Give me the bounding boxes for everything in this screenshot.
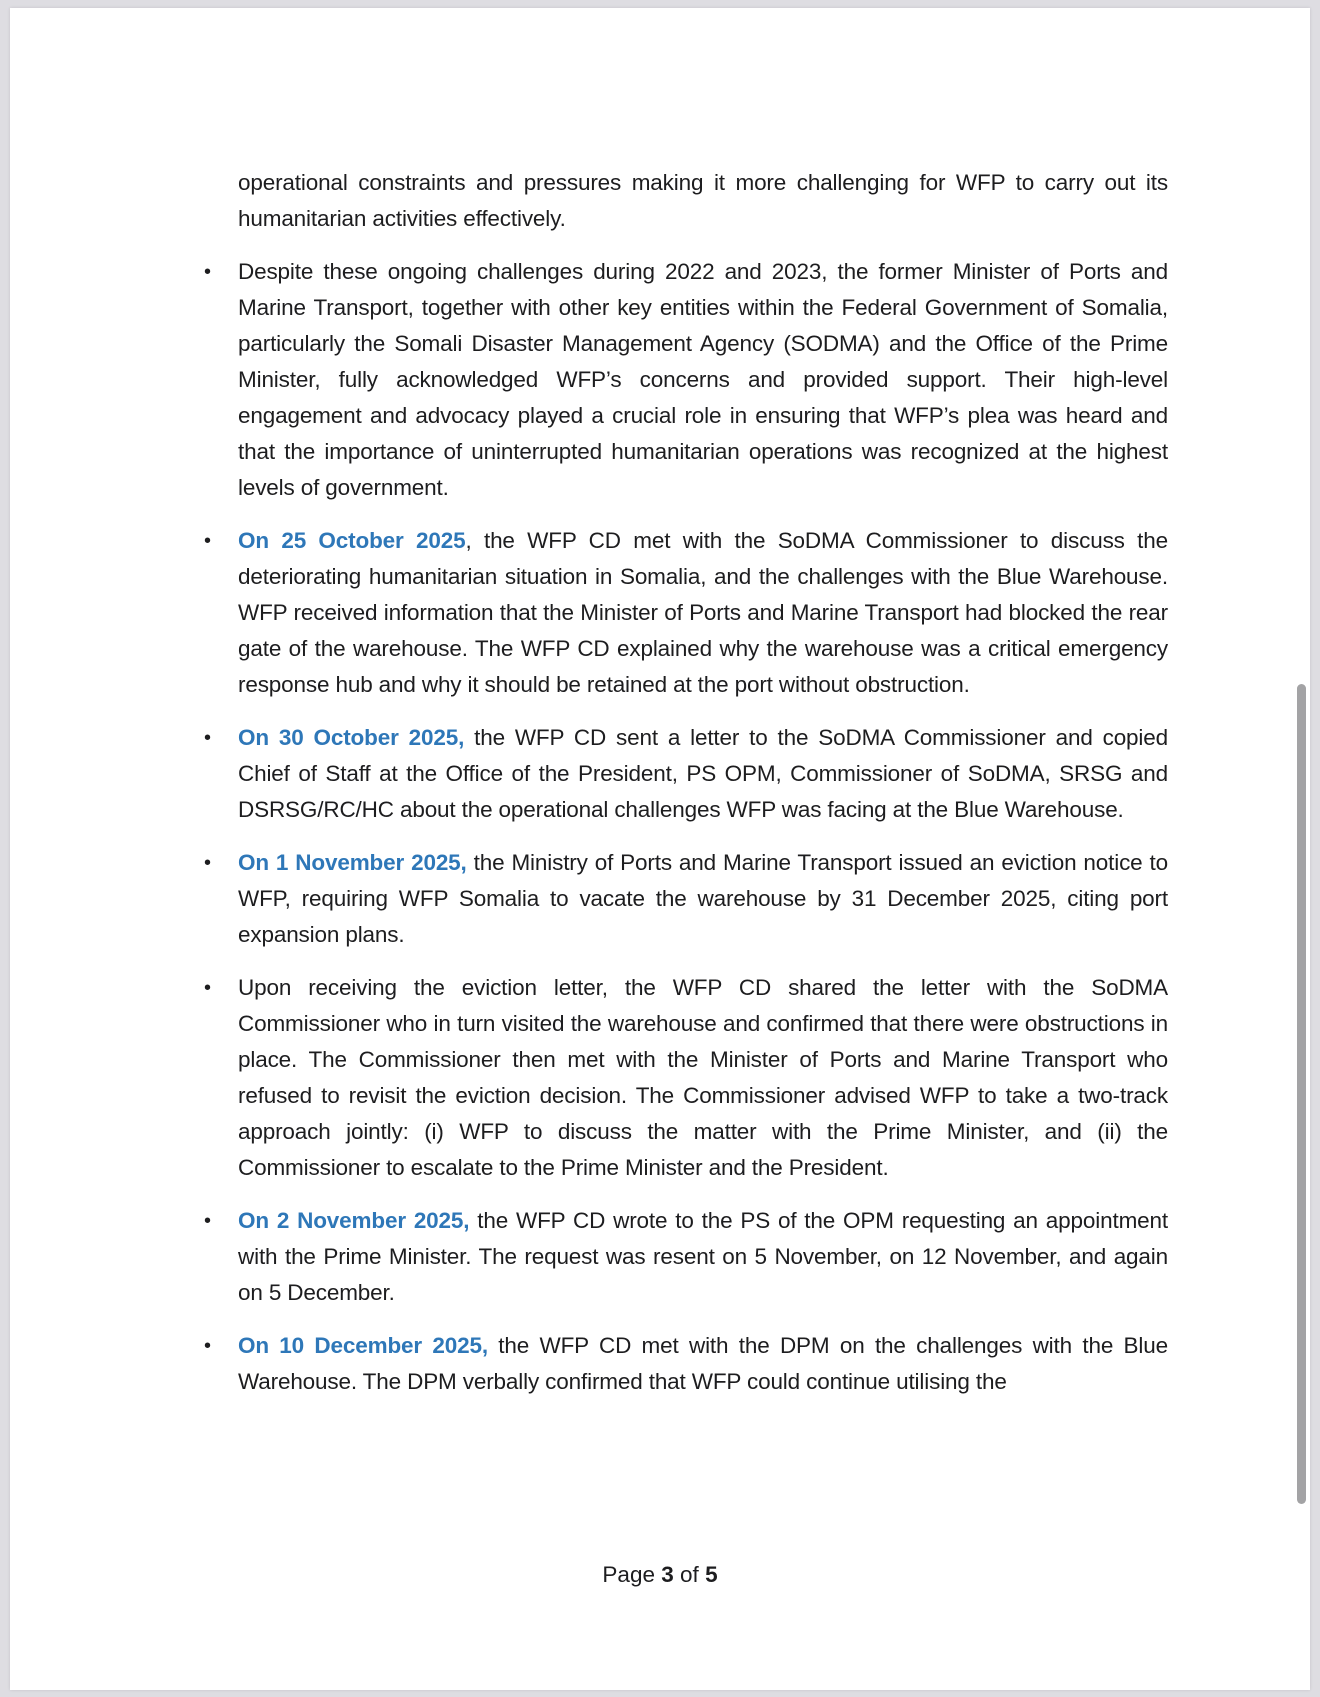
bullet-item-7 (204, 1328, 1168, 1400)
continuation-paragraph: operational constraints and pressures making it more challenging for WFP to carry out its humanitarian activities effectively. (238, 170, 1168, 231)
bullet-text: , the WFP CD met with the SoDMA Commissioner to discuss the deteriorating humanitarian situation in Somalia, and the challenges with the Blue Warehouse. WFP received information that the Minister of Ports and Marine Transport had blocked the rear gate of the warehouse. The WFP CD explained why the warehouse was a critical emergency response hub and why it should be retained at the port without obstruction. (238, 528, 1168, 697)
bullet-icon: • (204, 1210, 211, 1232)
bullet-item-3 (204, 720, 1169, 828)
bullet-icon: • (204, 1335, 211, 1357)
bullet-item-5 (204, 970, 1168, 1186)
scrollbar-thumb[interactable] (1297, 684, 1306, 1504)
vertical-scrollbar[interactable] (1293, 8, 1307, 1690)
document-page (10, 8, 1310, 1690)
page-number-footer (10, 1562, 1310, 1588)
total-pages-number: 5 (705, 1562, 718, 1587)
document-body (10, 165, 1310, 1417)
bullet-icon: • (204, 727, 211, 749)
of-word: of (680, 1562, 699, 1587)
bullet-icon: • (204, 530, 211, 552)
bullet-item-2 (204, 523, 1168, 703)
bullet-text: the Ministry of Ports and Marine Transport issued an eviction notice to WFP, requiring WFP Somalia to vacate the warehouse by 31 December 2025, citing port expansion plans. (238, 850, 1168, 947)
bullet-date: On 25 October 2025 (238, 528, 466, 553)
bullet-date: On 30 October 2025, (238, 725, 465, 750)
current-page-number: 3 (661, 1562, 674, 1587)
bullet-date: On 10 December 2025, (238, 1333, 488, 1358)
bullet-text: Despite these ongoing challenges during 2022 and 2023, the former Minister of Ports and Marine Transport, together with other key entities within the Federal Government of Somalia, particularly the Somali Disaster Management Agency (SODMA) and the Office of the Prime Minister, fully acknowledged WFP’s concerns and provided support. Their high-level engagement and advocacy played a crucial role in ensuring that WFP’s plea was heard and that the importance of uninterrupted humanitarian operations was recognized at the highest levels of government. (238, 259, 1168, 500)
bullet-date: On 2 November 2025, (238, 1208, 470, 1233)
bullet-text: Upon receiving the eviction letter, the WFP CD shared the letter with the SoDMA Commissioner who in turn visited the warehouse and confirmed that there were obstructions in place. The Commissioner then met with the Minister of Ports and Marine Transport who refused to revisit the eviction decision. The Commissioner advised WFP to take a two-track approach jointly: (i) WFP to discuss the matter with the Prime Minister, and (ii) the Commissioner to escalate to the Prime Minister and the President. (238, 975, 1168, 1180)
bullet-icon: • (204, 852, 211, 874)
page-word: Page (602, 1562, 655, 1587)
bullet-date: On 1 November 2025, (238, 850, 467, 875)
bullet-text: the WFP CD wrote to the PS of the OPM requesting an appointment with the Prime Minister. The request was resent on 5 November, on 12 November, and again on 5 December. (238, 1208, 1168, 1305)
bullet-item-1 (204, 254, 1168, 506)
bullet-item-4 (204, 845, 1168, 953)
bullet-text: the WFP CD met with the DPM on the challenges with the Blue Warehouse. The DPM verbally confirmed that WFP could continue utilising the (238, 1333, 1168, 1394)
bullet-text: the WFP CD sent a letter to the SoDMA Commissioner and copied Chief of Staff at the Office of the President, PS OPM, Commissioner of SoDMA, SRSG and DSRSG/RC/HC about the operational challenges WFP was facing at the Blue Warehouse. (238, 725, 1169, 822)
bullet-icon: • (204, 977, 211, 999)
bullet-icon: • (204, 261, 211, 283)
bullet-item-6 (204, 1203, 1168, 1311)
